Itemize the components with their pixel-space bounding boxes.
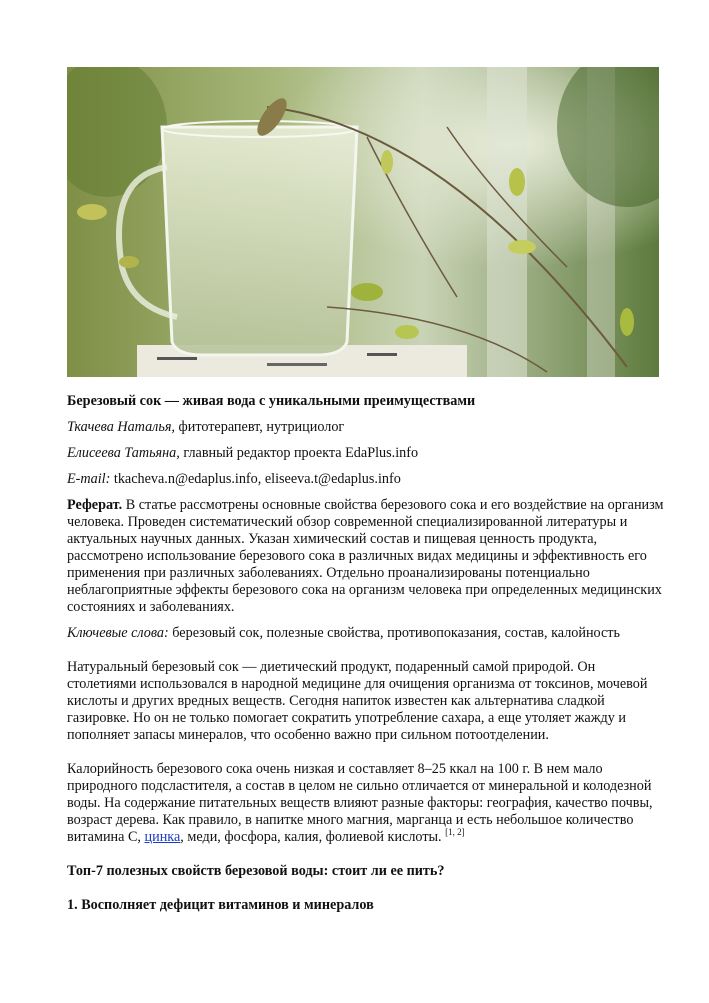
zinc-link[interactable]: цинка: [144, 829, 181, 845]
section-heading: Топ-7 полезных свойств березовой воды: стоит ли ее пить?: [67, 863, 445, 879]
article-title: Березовый сок — живая вода с уникальными преимуществами: [67, 393, 476, 409]
abstract-label: Реферат.: [67, 497, 123, 513]
calorie-text: Калорийность березового сока очень низкая и составляет 8–25 ккал на 100 г. В нем мало природного подсластителя, а состав в целом не сильно отличается от минеральной и колодезной воды. На содержание питательных веществ влияют разные факторы: география, качество почвы, возраст дерева. Как правило, в напитке много магния, марганца и есть небольшое количество витамина С,: [67, 761, 653, 845]
keywords-text: березовый сок, полезные свойства, противопоказания, состав, калойность: [168, 625, 620, 641]
calorie-tail: , меди, фосфора, калия, фолиевой кислоты.: [180, 829, 446, 845]
author2-role: главный редактор проекта EdaPlus.info: [179, 445, 419, 461]
intro-paragraph: Натуральный березовый сок — диетический продукт, подаренный самой природой. Он столетиями использовался в народной медицине для очищения организма от токсинов, мочевой кислоты и других вредных веществ. Сегодня напиток известен как альтернатива сладкой газировке. Но он не только помогает сократить употребление сахара, а еще утоляет жажду и пополняет запасы минералов, что особенно важно при сильном потоотделении.: [67, 659, 648, 743]
author1-name: Ткачева Наталья,: [67, 419, 175, 435]
reference-marker: [1, 2]: [445, 827, 465, 837]
subsection-heading: 1. Восполняет дефицит витаминов и минералов: [67, 897, 374, 913]
birch-sap-photo: [67, 67, 659, 377]
author2-name: Елисеева Татьяна,: [67, 445, 180, 461]
abstract-text: В статье рассмотрены основные свойства березового сока и его воздействие на организм человека. Проведен систематический обзор современной специализированной литературы и актуальных научных данных. Указан химический состав и пищевая ценность продукта, рассмотрено использование березового сока в различных видах медицины и эффективность его применения при различных заболеваниях. Отдельно проанализированы потенциально неблагоприятные эффекты березового сока на организм человека при определенных медицинских состояниях и заболеваниях.: [67, 497, 664, 615]
email-value: tkacheva.n@edaplus.info, eliseeva.t@edaplus.info: [110, 471, 401, 487]
author1-role: фитотерапевт, нутрициолог: [174, 419, 345, 435]
email-line: [67, 471, 667, 488]
email-label: E-mail:: [67, 471, 111, 487]
calorie-paragraph: [67, 761, 667, 846]
author-line-2: [67, 445, 667, 462]
article-body: [67, 393, 667, 914]
abstract: [67, 497, 667, 616]
keywords-label: Ключевые слова:: [67, 625, 169, 641]
author-line-1: [67, 419, 667, 436]
keywords: [67, 625, 667, 642]
